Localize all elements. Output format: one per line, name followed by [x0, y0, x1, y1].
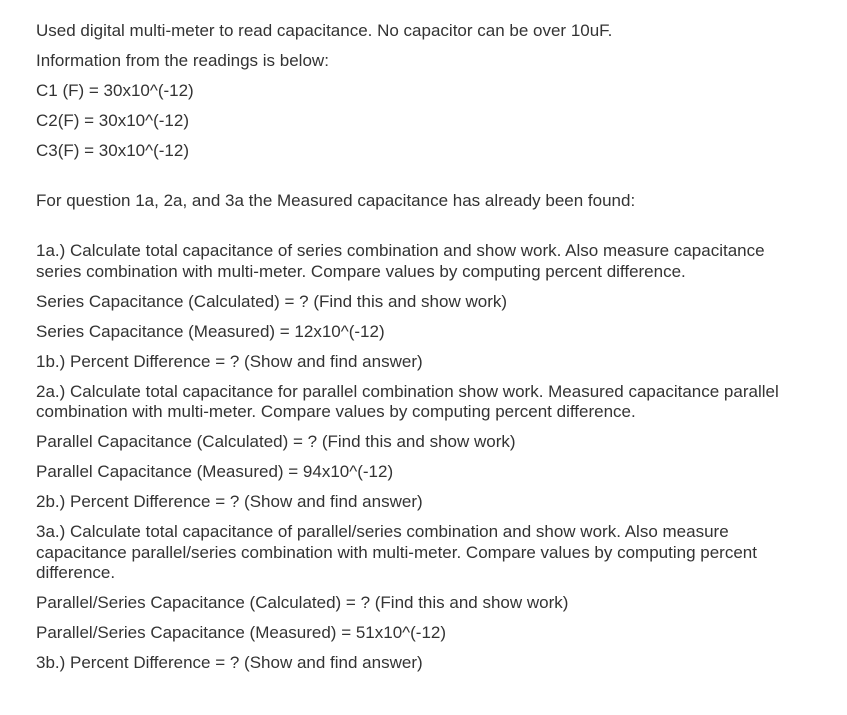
- question-1b: 1b.) Percent Difference = ? (Show and find answer): [36, 351, 423, 371]
- question-3b: 3b.) Percent Difference = ? (Show and find answer): [36, 653, 423, 672]
- problem-document: [36, 21, 814, 683]
- series-calculated: Series Capacitance (Calculated) = ? (Find this and show work): [36, 291, 508, 311]
- reading-c3: C3(F) = 30x10^(-12): [36, 141, 189, 160]
- parallel-series-measured: Parallel/Series Capacitance (Measured) = 51x10^(-12): [36, 623, 447, 642]
- question-2b: 2b.) Percent Difference = ? (Show and find answer): [36, 492, 423, 511]
- parallel-measured: Parallel Capacitance (Measured) = 94x10^(-12): [36, 462, 394, 481]
- parallel-series-calculated: Parallel/Series Capacitance (Calculated) = ? (Find this and show work): [36, 593, 569, 612]
- question-1a: 1a.) Calculate total capacitance of series combination and show work. Also measure capacitance series combination with multi-meter. Compare values by computing percent difference.: [36, 241, 765, 281]
- question-2a: 2a.) Calculate total capacitance for parallel combination show work. Measured capacitance parallel combination with multi-meter. Compare values by computing percent difference.: [36, 381, 779, 421]
- measured-note: For question 1a, 2a, and 3a the Measured capacitance has already been found:: [36, 191, 636, 210]
- reading-c1: C1 (F) = 30x10^(-12): [36, 81, 194, 100]
- reading-c2: C2(F) = 30x10^(-12): [36, 111, 189, 130]
- spacer: [36, 221, 814, 241]
- intro-instruction: Used digital multi-meter to read capacitance. No capacitor can be over 10uF.: [36, 21, 613, 40]
- intro-readings-heading: Information from the readings is below:: [36, 51, 329, 70]
- spacer: [36, 171, 814, 191]
- question-3a: 3a.) Calculate total capacitance of parallel/series combination and show work. Also measure capacitance parallel/series combination with multi-meter. Compare values by computing percent difference.: [36, 522, 757, 582]
- series-measured: Series Capacitance (Measured) = 12x10^(-12): [36, 321, 385, 341]
- parallel-calculated: Parallel Capacitance (Calculated) = ? (Find this and show work): [36, 432, 516, 451]
